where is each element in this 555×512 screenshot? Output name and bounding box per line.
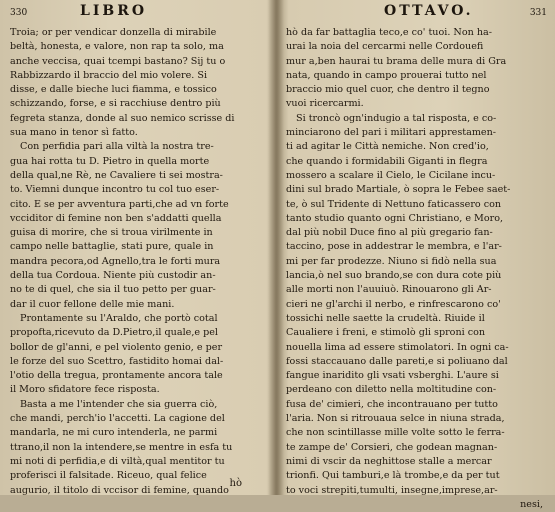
text-line: to. Viemni dunque incontro tu col tuo eser-	[10, 184, 220, 196]
text-line: nouella lima ad essere stimolatori. In ogni ca-	[286, 341, 509, 353]
catchword: hò	[229, 478, 242, 489]
text-line: dar il cuor fellone delle mie mani.	[10, 298, 175, 310]
text-line: alle morti non l'auuiuò. Rinouarono gli Ar-	[286, 284, 492, 296]
text-line: fusa de' cimieri, che incontrauano per tutto	[286, 398, 498, 410]
text-line: tossichi nelle saette la crudeltà. Riuide il	[286, 312, 485, 324]
text-line: minciarono del pari i militari apprestamen-	[286, 127, 497, 139]
left-page-text	[0, 26, 272, 498]
text-line: dal più nobil Duce fino al più gregario fan-	[286, 227, 493, 239]
text-line: taccino, pose in addestrar le membra, e l'ar-	[286, 241, 502, 253]
right-page-header	[280, 0, 555, 26]
text-line: fossi staccauano dalle pareti,e si poliuano dal	[286, 355, 508, 367]
text-line: vcciditor di femine non ben s'addatti quella	[10, 212, 222, 224]
text-line: beltà, honesta, e valore, non rap ta solo, ma	[10, 41, 224, 53]
text-line: il Moro sfidatore fece risposta.	[10, 384, 160, 396]
text-line: dini sul brado Martiale, ò sopra le Febee saet-	[286, 184, 511, 196]
left-running-head: LIBRO	[80, 3, 148, 19]
text-line: mandra pecora,od Agnello,tra le forti mura	[10, 255, 221, 267]
text-line: Troia; or per vendicar donzella di mirabile	[10, 27, 217, 38]
text-line: no te di quel, che sia il tuo petto per guar-	[10, 284, 216, 296]
right-page-text	[280, 26, 555, 512]
text-line: l'otio della tregua, prontamente ancora tale	[10, 370, 223, 382]
text-line: propofta,ricevuto da D.Pietro,il quale,e pel	[10, 327, 218, 339]
text-line: disse, e dalle bieche luci fiamma, e tossico	[10, 84, 217, 96]
text-line: proferisci il falsitade. Riceuo, qual felice	[10, 470, 207, 482]
text-line: fangue inaridito gli vsati vsberghi. L'aure si	[286, 370, 499, 382]
left-page-header	[0, 0, 272, 26]
text-line: della qual,ne Rè, ne Cavaliere ti sei mostra-	[10, 169, 223, 181]
text-line: ttrano,il non la intendere,se mentre in esfa tu	[10, 441, 233, 453]
text-line: urai la noia del cercarmi nelle Cordouefi	[286, 41, 484, 53]
text-line: fegreta stanza, donde al suo nemico scrisse di	[10, 112, 235, 124]
text-line: Si troncò ogn'indugio a tal risposta, e co-	[296, 112, 497, 124]
text-line: mandarla, ne mi curo intenderla, ne parmi	[10, 427, 218, 439]
text-line: trionfi. Qui tamburi,e là trombe,e da per tut	[286, 470, 500, 482]
text-line: anche veccisa, quai tcempi bastano? Sij tu o	[10, 55, 226, 67]
text-line: mur a,ben haurai tu brama delle mura di Gra	[286, 55, 507, 67]
text-line: cieri ne gl'archi il nerbo, e rinfrescarono co'	[286, 298, 501, 310]
text-line: della tua Cordoua. Niente più custodir an-	[10, 270, 216, 282]
text-line: gua hai rotta tu D. Pietro in quella morte	[10, 155, 210, 167]
text-line: bollor de gl'anni, e pel violento genio, e per	[10, 341, 223, 353]
text-line: ti ad agitar le Città nemiche. Non cred'io,	[286, 141, 489, 153]
text-line: guisa di morire, che si troua virilmente in	[10, 227, 213, 239]
text-line: braccio mio quel cuor, che dentro il tegno	[286, 84, 490, 96]
right-running-head: OTTAVO.	[384, 3, 474, 19]
text-line: hò da far battaglia teco,e co' tuoi. Non ha-	[286, 27, 492, 38]
text-line: campo nelle battaglie, stati pure, quale in	[10, 241, 214, 253]
text-line: te, ò sul Tridente di Nettuno faticassero con	[286, 198, 502, 210]
text-line: nata, quando in campo prouerai tutto nel	[286, 69, 487, 81]
text-line: augurio, il titolo di vccisor di femine, quando	[10, 484, 229, 496]
right-page	[280, 0, 555, 510]
text-line: lancia,ò nel suo brando,se con dura cote più	[286, 270, 502, 282]
text-line: te zampe de' Corsieri, che godean magnan-	[286, 441, 498, 453]
right-page-number: 331	[529, 8, 547, 18]
text-line: mi per far prodezze. Niuno si fidò nella sua	[286, 255, 497, 267]
text-line: Basta a me l'intender che sia guerra ciò,	[20, 398, 218, 410]
text-line: Prontamente su l'Araldo, che portò cotal	[20, 312, 218, 324]
text-line: mi noti di perfidia,e di viltà,qual mentitor tu	[10, 455, 225, 467]
text-line: schizzando, forse, e si racchiuse dentro più	[10, 98, 221, 110]
text-line: nesi,	[520, 498, 543, 510]
text-line: vuoi ricercarmi.	[286, 98, 364, 110]
text-line: tanto studio quanto ogni Christiano, e Moro,	[286, 212, 504, 224]
text-line: sua mano in tenor sì fatto.	[10, 127, 138, 139]
text-line: che non scintillasse mille volte sotto le ferra-	[286, 427, 505, 439]
text-line: le forze del suo Scettro, fastidito homai dal-	[10, 355, 224, 367]
text-line: che quando i formidabili Giganti in flegra	[286, 155, 488, 167]
text-line: l'aria. Non si ritrouaua selce in niuna strada,	[286, 413, 505, 425]
text-line: mossero a scalare il Cielo, le Cicilane incu-	[286, 169, 496, 181]
text-line: Rabbizzardo il braccio del mio volere. Si	[10, 69, 208, 81]
text-line: nimi di vscir da neghittose stalle a mercar	[286, 455, 492, 467]
text-line: che mandi, perch'io l'accetti. La cagione del	[10, 413, 225, 425]
left-page-number: 330	[10, 8, 28, 18]
text-line: to voci strepiti,tumulti, insegne,imprese,ar-	[286, 484, 498, 496]
text-line: Caualiere i freni, e stimolò gli sproni con	[286, 327, 486, 339]
text-line: perdeano con diletto nella moltitudine con-	[286, 384, 497, 396]
left-page	[0, 0, 272, 495]
text-line: Con perfidia pari alla viltà la nostra tre-	[20, 141, 214, 153]
text-line: cito. E se per avventura parti,che ad vn forte	[10, 198, 229, 210]
